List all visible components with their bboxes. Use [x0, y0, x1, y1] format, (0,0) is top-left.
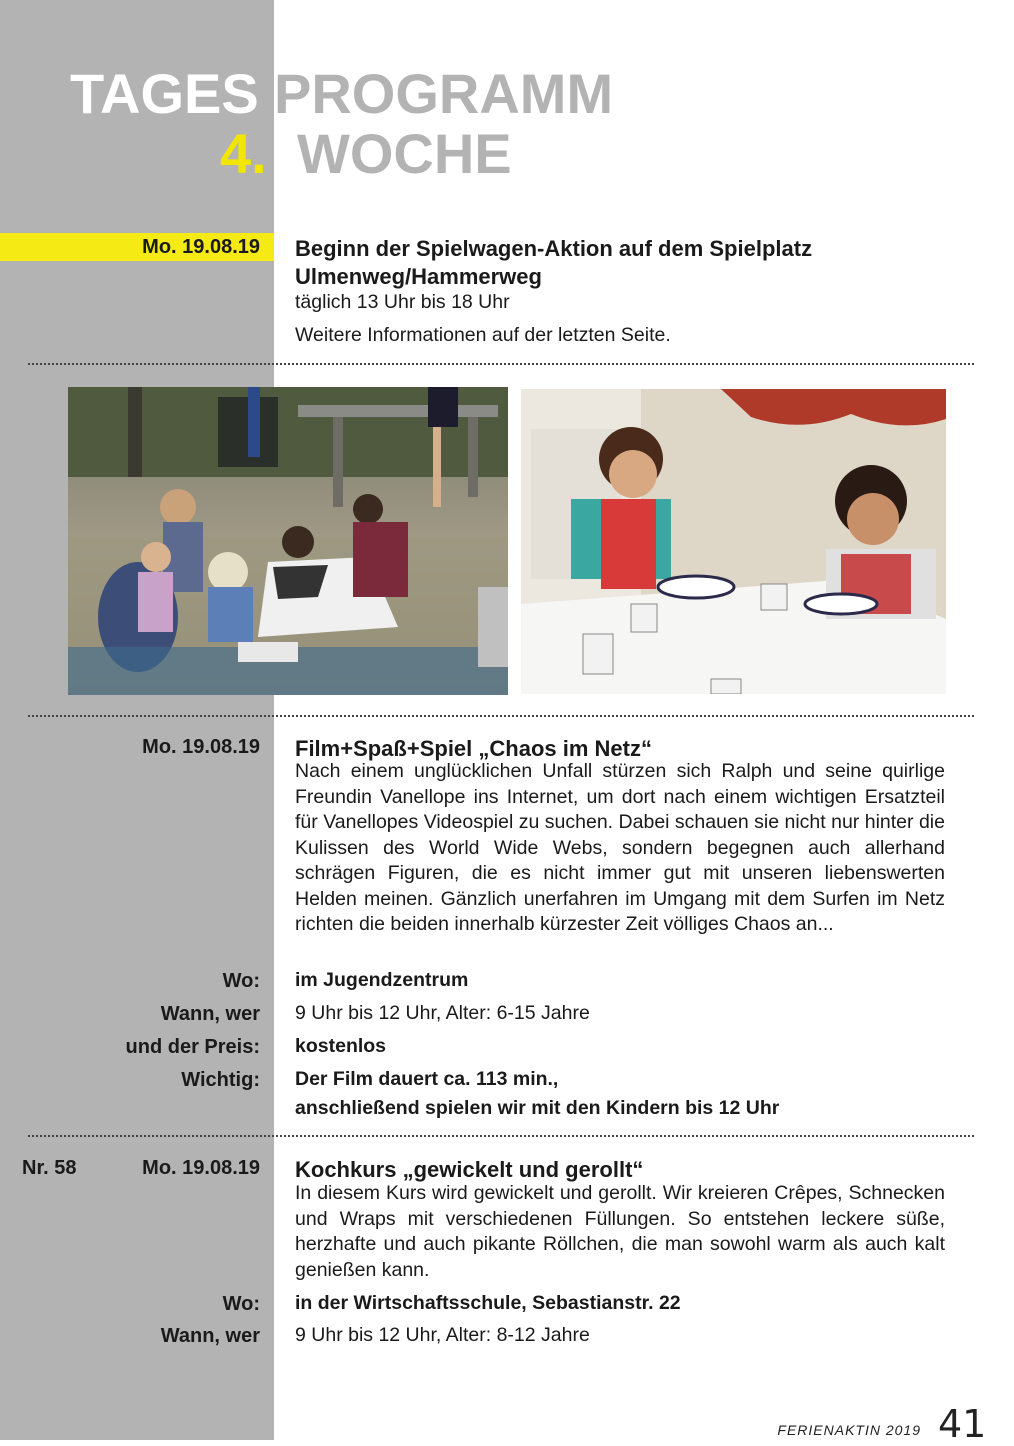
event1-title-line1: Beginn der Spielwagen-Aktion auf dem Spielplatz	[295, 236, 813, 261]
event2-price: kostenlos	[295, 1035, 387, 1057]
event1-info: Weitere Informationen auf der letzten Seite.	[295, 324, 671, 346]
event1-time: täglich 13 Uhr bis 18 Uhr	[295, 291, 510, 313]
event2-where: im Jugendzentrum	[295, 969, 469, 991]
photo-kids-cooking	[521, 389, 946, 694]
event1-date: Mo. 19.08.19	[142, 236, 260, 258]
event3-where: in der Wirtschaftsschule, Sebastianstr. 22	[295, 1292, 681, 1314]
sidebar-band	[0, 0, 274, 1440]
event2-label-where: Wo:	[222, 970, 260, 992]
event3-label-when: Wann, wer	[160, 1325, 260, 1347]
event2-label-price: und der Preis:	[125, 1036, 260, 1058]
event2-when: 9 Uhr bis 12 Uhr, Alter: 6-15 Jahre	[295, 1002, 590, 1024]
page-number: 41	[938, 1402, 987, 1446]
event2-label-when: Wann, wer	[160, 1003, 260, 1025]
event2-important-line2: anschließend spielen wir mit den Kindern bis 12 Uhr	[295, 1097, 780, 1119]
title-part2: PROGRAMM	[274, 62, 614, 125]
event2-label-important: Wichtig:	[181, 1069, 260, 1091]
event3-date: Mo. 19.08.19	[142, 1157, 260, 1179]
event2-title: Film+Spaß+Spiel „Chaos im Netz“	[295, 736, 652, 761]
event3-label-where: Wo:	[222, 1293, 260, 1315]
footer-brand: FERIENAKTIN 2019	[777, 1422, 921, 1438]
event1-title-line2: Ulmenweg/Hammerweg	[295, 264, 542, 289]
event2-important-line1: Der Film dauert ca. 113 min.,	[295, 1068, 559, 1090]
separator	[28, 715, 974, 717]
event3-description: In diesem Kurs wird gewickelt und gerollt. Wir kreieren Crêpes, Schnecken und Wraps mit verschiedenen Füllungen. So entstehen leckere süße, herzhafte und auch pikante Röllchen, die man sowohl warm als auch kalt genießen kann.	[295, 1182, 945, 1281]
event2-description: Nach einem unglücklichen Unfall stürzen sich Ralph und seine quirlige Freundin Vanellope ins Internet, um dort nach einem wichtigen Ersatzteil für Vanellopes Videospiel zu suchen. Dabei schauen sie nicht nur hinter die Kulissen des World Wide Webs, sondern begegnen auch allerhand schrägen Figuren, die es nicht immer gut mit unseren liebenswerten Helden meinen. Gänzlich unerfahren im Umgang mit dem Surfen im Netz richten die beiden innerhalb kürzester Zeit völliges Chaos an...	[295, 760, 945, 935]
separator	[28, 363, 974, 365]
title-part1: TAGES	[70, 62, 259, 125]
week-number: 4.	[220, 122, 267, 185]
separator	[28, 1135, 974, 1137]
event3-number: Nr. 58	[22, 1157, 77, 1179]
week-word: WOCHE	[297, 122, 512, 185]
event2-date: Mo. 19.08.19	[142, 736, 260, 758]
photo-park-picnic	[68, 387, 508, 695]
event3-title: Kochkurs „gewickelt und gerollt“	[295, 1157, 644, 1182]
event3-when: 9 Uhr bis 12 Uhr, Alter: 8-12 Jahre	[295, 1324, 590, 1346]
